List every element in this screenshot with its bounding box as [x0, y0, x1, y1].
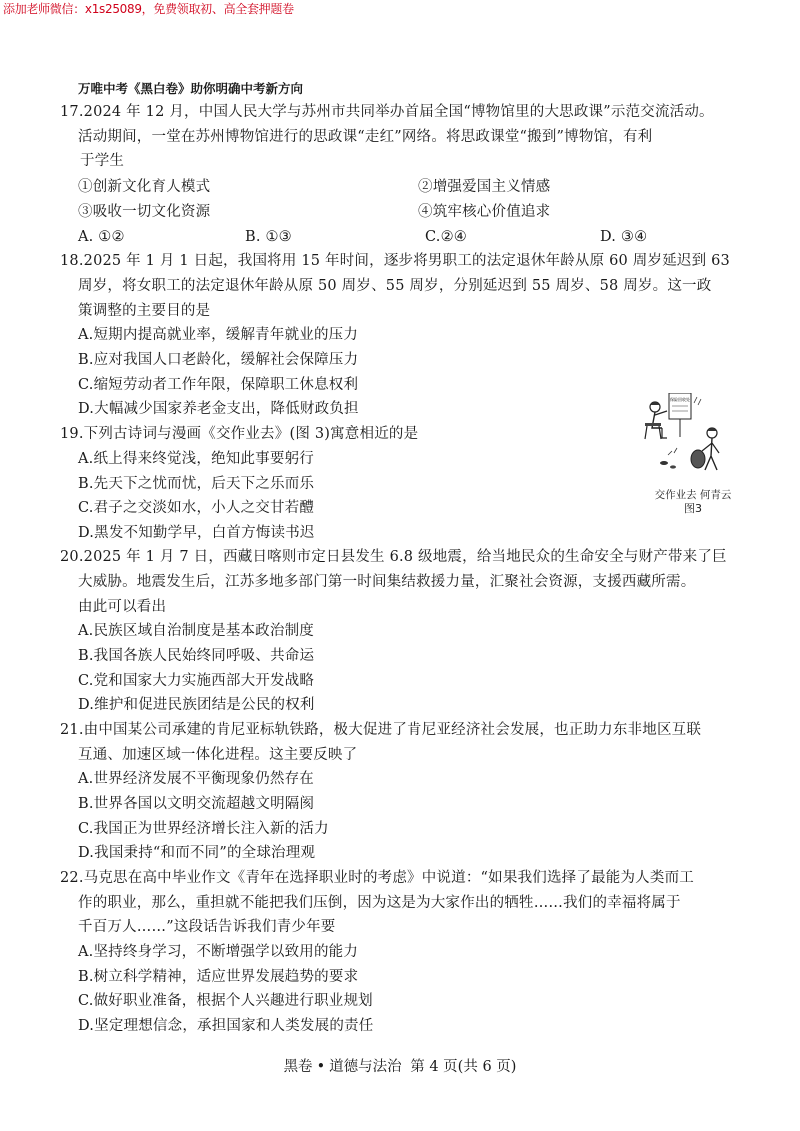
answer-option: B.世界各国以文明交流超越文明隔阂	[78, 796, 315, 812]
question-stem-line: 21.由中国某公司承建的肯尼亚标轨铁路，极大促进了肯尼亚经济社会发展，也正助力东非地区互联	[60, 722, 702, 738]
figure-caption: 交作业去 何青云	[654, 489, 732, 501]
answer-option: A. ①②	[78, 229, 125, 245]
footer-subject: 道德与法治	[329, 1059, 402, 1075]
sign-text: 保险回收处	[670, 397, 690, 402]
watermark-text: 添加老师微信：x1s25089，免费领取初、高全套押题卷	[3, 2, 294, 16]
answer-option: A.短期内提高就业率，缓解青年就业的压力	[78, 327, 359, 343]
footer-separator: •	[316, 1059, 326, 1075]
statement-item: ④筑牢核心价值追求	[418, 204, 551, 220]
banner-title: 万唯中考《黑白卷》助你明确中考新方向	[78, 81, 304, 96]
answer-option: B.我国各族人民始终同呼吸、共命运	[78, 648, 315, 664]
answer-option: D.坚定理想信念，承担国家和人类发展的责任	[78, 1018, 374, 1034]
question-stem-line: 18.2025 年 1 月 1 日起，我国将用 15 年时间，逐步将男职工的法定退休年龄从原 60 周岁延迟到 63	[60, 253, 730, 269]
question-stem-line: 19.下列古诗词与漫画《交作业去》(图 3)寓意相近的是	[60, 426, 419, 442]
answer-option: C.党和国家大力实施西部大开发战略	[78, 673, 315, 689]
footer-brand: 黑卷	[283, 1059, 313, 1075]
answer-option: D. ③④	[600, 229, 648, 245]
footer-page-number: 第 4 页(共 6 页)	[410, 1059, 517, 1075]
statement-item: ②增强爱国主义情感	[418, 179, 551, 195]
question-stem-line: 互通、加速区域一体化进程。这主要反映了	[78, 747, 358, 763]
question-stem-line: 于学生	[80, 153, 125, 169]
answer-option: A.民族区域自治制度是基本政治制度	[78, 623, 314, 639]
figure-label: 图3	[684, 502, 702, 515]
answer-option: C.缩短劳动者工作年限，保障职工休息权利	[78, 377, 359, 393]
answer-option: B.先天下之忧而忧，后天下之乐而乐	[78, 476, 315, 492]
statement-item: ①创新文化育人模式	[78, 179, 211, 195]
answer-option: C.②④	[425, 229, 467, 245]
answer-option: A.纸上得来终觉浅，绝知此事要躬行	[78, 451, 314, 467]
question-stem-line: 由此可以看出	[78, 599, 167, 615]
answer-option: C.做好职业准备，根据个人兴趣进行职业规划	[78, 993, 373, 1009]
answer-option: A.世界经济发展不平衡现象仍然存在	[78, 771, 314, 787]
answer-option: C.我国正为世界经济增长注入新的活力	[78, 821, 329, 837]
question-stem-line: 策调整的主要目的是	[78, 303, 211, 319]
answer-option: B.树立科学精神，适应世界发展趋势的要求	[78, 969, 359, 985]
answer-option: A.坚持终身学习，不断增强学以致用的能力	[78, 944, 359, 960]
question-stem-line: 活动期间，一堂在苏州博物馆进行的思政课“走红”网络。将思政课堂“搬到”博物馆，有利	[78, 129, 653, 145]
question-stem-line: 17.2024 年 12 月，中国人民大学与苏州市共同举办首届全国“博物馆里的大思政课”示范交流活动。	[60, 104, 714, 120]
question-stem-line: 作的职业，那么，重担就不能把我们压倒，因为这是为大家作出的牺牲……我们的幸福将属于	[78, 895, 681, 911]
answer-option: D.大幅减少国家养老金支出，降低财政负担	[78, 401, 359, 417]
answer-option: D.黑发不知勤学早，白首方悔读书迟	[78, 525, 315, 541]
cartoon-figure	[628, 393, 758, 513]
answer-option: C.君子之交淡如水，小人之交甘若醴	[78, 500, 315, 516]
cartoon-illustration	[628, 393, 758, 488]
question-stem-line: 周岁，将女职工的法定退休年龄从原 50 周岁、55 周岁，分别延迟到 55 周岁、58 周岁。这一政	[78, 278, 712, 294]
question-stem-line: 千百万人……”这段话告诉我们青少年要	[78, 919, 336, 935]
question-stem-line: 22.马克思在高中毕业作文《青年在选择职业时的考虑》中说道：“如果我们选择了最能为人类而工	[60, 870, 694, 886]
answer-option: B. ①③	[245, 229, 292, 245]
answer-option: B.应对我国人口老龄化，缓解社会保障压力	[78, 352, 359, 368]
statement-item: ③吸收一切文化资源	[78, 204, 211, 220]
question-stem-line: 大威胁。地震发生后，江苏多地多部门第一时间集结救援力量，汇聚社会资源，支援西藏所需。	[78, 574, 696, 590]
question-stem-line: 20.2025 年 1 月 7 日，西藏日喀则市定日县发生 6.8 级地震，给当地民众的生命安全与财产带来了巨	[60, 549, 727, 565]
answer-option: D.我国秉持“和而不同”的全球治理观	[78, 845, 316, 861]
page-footer	[0, 1055, 800, 1076]
answer-option: D.维护和促进民族团结是公民的权利	[78, 697, 315, 713]
